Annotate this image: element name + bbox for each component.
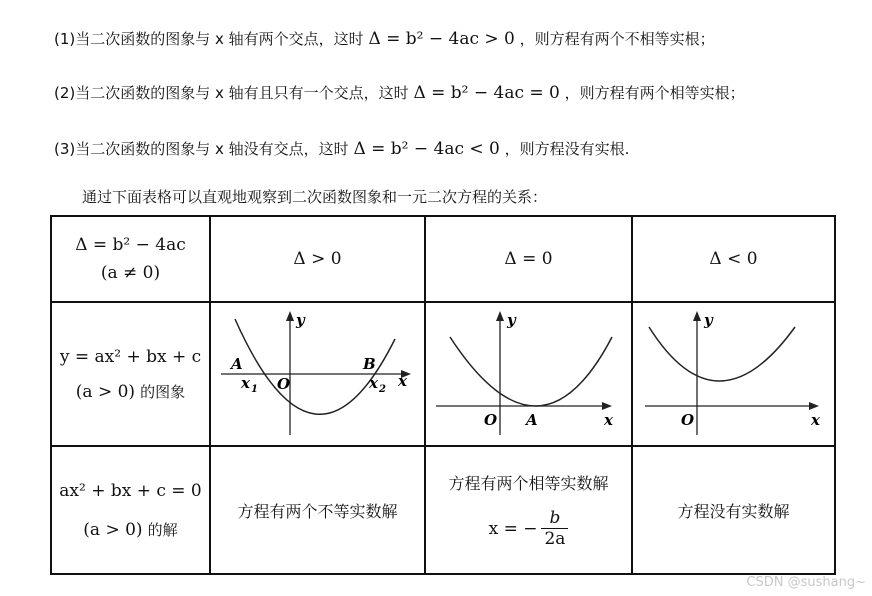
line-3-tail: ，则方程没有实根. [504,140,630,158]
line-3-lead: (3)当二次函数的图象与 x 轴没有交点，这时 [54,140,349,158]
label-origin: O [276,375,290,393]
graph-row-label [51,302,210,446]
solution-two-roots: 方程有两个不等实数解 [210,446,425,574]
graph-two-roots [210,302,425,446]
line-3 [54,138,629,159]
line-2-tail: ，则方程有两个相等实根； [564,84,745,102]
label-x: x [397,372,407,390]
line-2 [54,82,745,103]
label-A: A [230,355,243,373]
solution-suffix: 的解 [147,520,178,539]
graph-two-roots-svg [213,303,423,441]
formula-numerator: b [549,508,561,528]
graph-cond: (a > 0) [75,381,136,402]
graph-one-root [425,302,632,446]
header-delta-cell [51,216,210,302]
header-delta: Δ = b² − 4ac [75,235,186,255]
label-y: y [506,311,516,329]
solution-cond: (a > 0) [83,519,143,540]
label-x1-sub: 1 [250,384,258,395]
formula-denominator: 2a [541,528,568,549]
intro-text: 通过下面表格可以直观地观察到二次函数图象和一元二次方程的关系： [82,188,548,206]
relation-table [50,215,836,575]
label-B: B [362,355,376,373]
line-2-lead: (2)当二次函数的图象与 x 轴有且只有一个交点，这时 [54,84,409,102]
graph-one-root-svg [428,303,630,441]
solution-one-root-cell [425,446,632,574]
line-1-tail: ，则方程有两个不相等实根； [519,30,715,48]
func-expr: y = ax² + bx + c [59,346,202,367]
label-A: A [525,411,538,429]
formula-lhs: x = − [488,518,538,539]
label-x2-sub: 2 [378,384,386,395]
graph-suffix: 的图象 [140,382,186,401]
label-origin: O [680,411,694,429]
header-col-3: Δ < 0 [632,216,835,302]
graph-no-root-svg [635,303,833,441]
line-3-math: Δ = b² − 4ac < 0 [353,139,500,159]
label-x2: x [368,374,378,392]
watermark: CSDN @sushang~ [746,575,866,590]
graph-no-root [632,302,835,446]
label-x: x [603,411,613,429]
label-y: y [295,311,305,329]
label-x1: x [240,374,250,392]
header-cond: (a ≠ 0) [100,263,161,283]
header-col-1: Δ > 0 [210,216,425,302]
solution-row-label [51,446,210,574]
line-1-lead: (1)当二次函数的图象与 x 轴有两个交点，这时 [54,30,364,48]
solution-no-root: 方程没有实数解 [632,446,835,574]
line-1-math: Δ = b² − 4ac > 0 [368,29,515,49]
equation-expr: ax² + bx + c = 0 [59,480,202,501]
label-y: y [703,311,713,329]
root-formula [489,508,569,549]
header-col-2: Δ = 0 [425,216,632,302]
solution-one-root: 方程有两个相等实数解 [448,474,609,493]
line-1 [54,28,715,49]
label-x: x [810,411,820,429]
label-origin: O [483,411,497,429]
line-2-math: Δ = b² − 4ac = 0 [413,83,560,103]
